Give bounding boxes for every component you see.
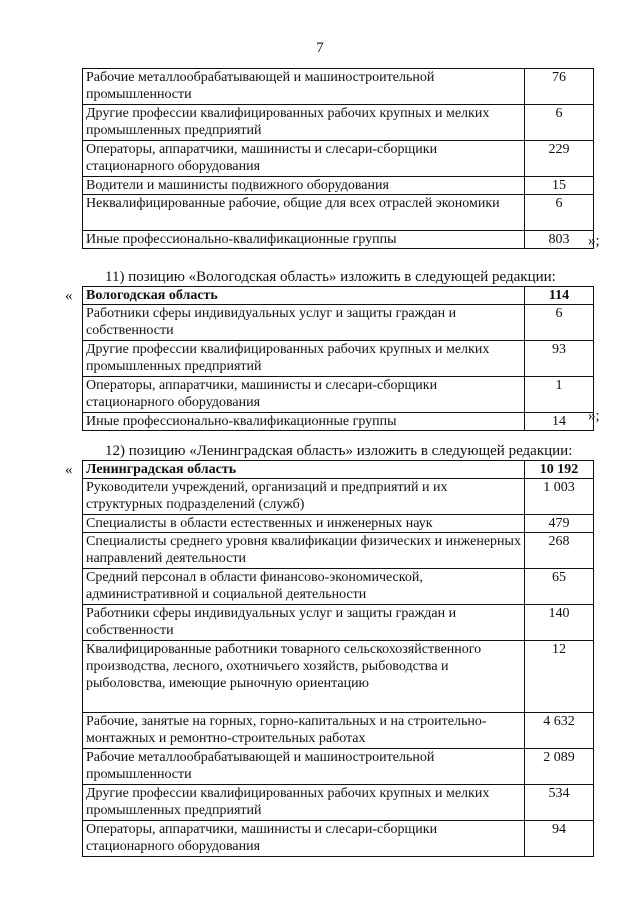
row-label: Рабочие металлообрабатывающей и машиностроительной промышленности <box>83 749 525 785</box>
page-number: 7 <box>316 40 324 56</box>
row-label: Операторы, аппаратчики, машинисты и слесари-сборщики стационарного оборудования <box>83 377 525 413</box>
close-quote: »; <box>588 408 600 424</box>
row-value: 76 <box>525 69 594 105</box>
table-vologda <box>82 286 594 431</box>
table-row <box>83 569 594 605</box>
row-label: Средний персонал в области финансово-экономической, административной и социальной деятельности <box>83 569 525 605</box>
table-row <box>83 141 594 177</box>
region-total: 114 <box>525 287 594 305</box>
table-row <box>83 641 594 713</box>
row-value: 268 <box>525 533 594 569</box>
row-value: 6 <box>525 305 594 341</box>
table-row <box>83 413 594 431</box>
table-row <box>83 713 594 749</box>
row-label: Иные профессионально-квалификационные группы <box>83 231 525 249</box>
table-row <box>83 479 594 515</box>
row-value: 1 003 <box>525 479 594 515</box>
row-label: Другие профессии квалифицированных рабочих крупных и мелких промышленных предприятий <box>83 341 525 377</box>
table-row <box>83 749 594 785</box>
row-value: 534 <box>525 785 594 821</box>
table-header-row <box>83 287 594 305</box>
row-label: Руководители учреждений, организаций и предприятий и их структурных подразделений (служб) <box>83 479 525 515</box>
table-row <box>83 177 594 195</box>
region-name: Ленинградская область <box>83 461 525 479</box>
table-row <box>83 377 594 413</box>
row-value: 15 <box>525 177 594 195</box>
table-row <box>83 785 594 821</box>
row-label: Рабочие, занятые на горных, горно-капитальных и на строительно-монтажных и ремонтно-строительных работах <box>83 713 525 749</box>
row-value: 93 <box>525 341 594 377</box>
table-row <box>83 305 594 341</box>
row-value: 6 <box>525 105 594 141</box>
table-row <box>83 105 594 141</box>
table-row <box>83 341 594 377</box>
row-value: 479 <box>525 515 594 533</box>
row-value: 14 <box>525 413 594 431</box>
row-value: 6 <box>525 195 594 231</box>
row-value: 229 <box>525 141 594 177</box>
close-quote: »; <box>588 233 600 249</box>
row-value: 2 089 <box>525 749 594 785</box>
region-name: Вологодская область <box>83 287 525 305</box>
row-label: Неквалифицированные рабочие, общие для всех отраслей экономики <box>83 195 525 231</box>
table-row <box>83 69 594 105</box>
row-label: Другие профессии квалифицированных рабочих крупных и мелких промышленных предприятий <box>83 785 525 821</box>
row-label: Специалисты среднего уровня квалификации физических и инженерных направлений деятельности <box>83 533 525 569</box>
paragraph-11: 11) позицию «Вологодская область» изложить в следующей редакции: <box>105 269 556 285</box>
table-continuation <box>82 68 594 249</box>
paragraph-12: 12) позицию «Ленинградская область» изложить в следующей редакции: <box>105 443 573 459</box>
row-value: 94 <box>525 821 594 857</box>
row-label: Работники сферы индивидуальных услуг и защиты граждан и собственности <box>83 605 525 641</box>
table-row <box>83 231 594 249</box>
open-quote: « <box>65 288 73 304</box>
table-row <box>83 605 594 641</box>
table-header-row <box>83 461 594 479</box>
row-value: 140 <box>525 605 594 641</box>
table-row <box>83 821 594 857</box>
row-value: 803 <box>525 231 594 249</box>
table-leningrad <box>82 460 594 857</box>
row-value: 12 <box>525 641 594 713</box>
row-label: Квалифицированные работники товарного сельскохозяйственного производства, лесного, охотничьего хозяйств, рыбоводства и рыболовства, имеющие рыночную ориентацию <box>83 641 525 713</box>
table-row <box>83 515 594 533</box>
row-label: Операторы, аппаратчики, машинисты и слесари-сборщики стационарного оборудования <box>83 821 525 857</box>
row-label: Работники сферы индивидуальных услуг и защиты граждан и собственности <box>83 305 525 341</box>
row-label: Иные профессионально-квалификационные группы <box>83 413 525 431</box>
row-label: Специалисты в области естественных и инженерных наук <box>83 515 525 533</box>
table-row <box>83 533 594 569</box>
row-label: Операторы, аппаратчики, машинисты и слесари-сборщики стационарного оборудования <box>83 141 525 177</box>
row-value: 65 <box>525 569 594 605</box>
region-total: 10 192 <box>525 461 594 479</box>
table-row <box>83 195 594 231</box>
open-quote: « <box>65 462 73 478</box>
row-value: 1 <box>525 377 594 413</box>
row-label: Водители и машинисты подвижного оборудования <box>83 177 525 195</box>
row-label: Другие профессии квалифицированных рабочих крупных и мелких промышленных предприятий <box>83 105 525 141</box>
row-value: 4 632 <box>525 713 594 749</box>
row-label: Рабочие металлообрабатывающей и машиностроительной промышленности <box>83 69 525 105</box>
